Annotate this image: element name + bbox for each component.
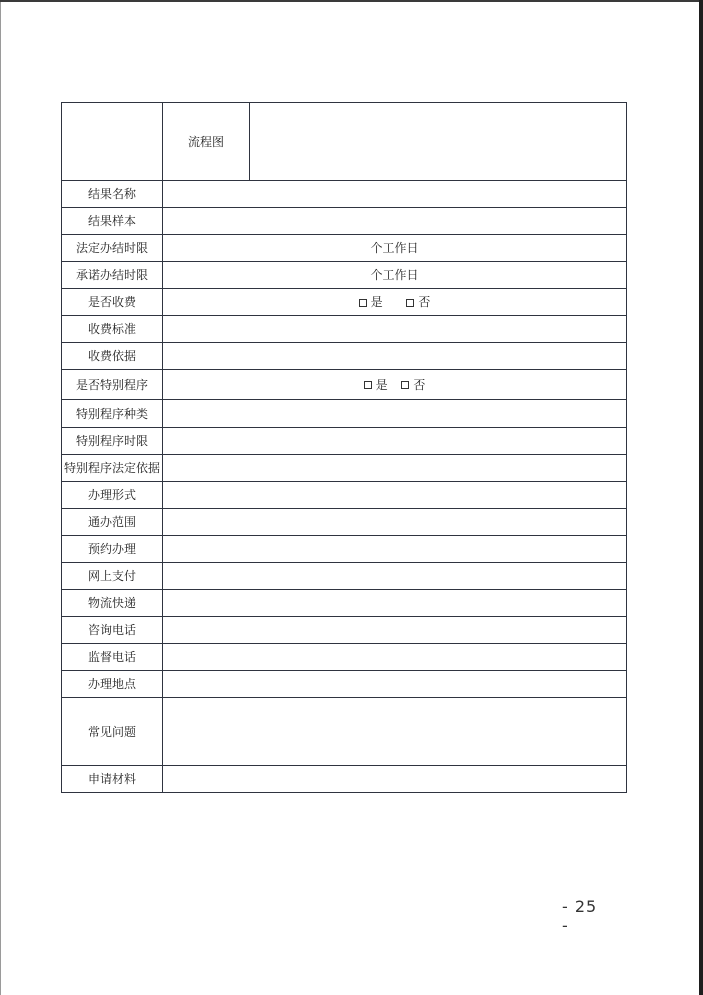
table-row (62, 289, 627, 316)
row-value-consult-phone[interactable] (163, 617, 627, 644)
row-value-result-sample[interactable] (163, 208, 627, 235)
row-label-fee-standard: 收费标准 (62, 316, 163, 343)
row-label-handling-form: 办理形式 (62, 482, 163, 509)
table-row (62, 262, 627, 289)
row-value-supervision-phone[interactable] (163, 644, 627, 671)
row-label-faq: 常见问题 (62, 698, 163, 766)
row-value-appointment[interactable] (163, 536, 627, 563)
row-value-online-payment[interactable] (163, 563, 627, 590)
row-value-fee-basis[interactable] (163, 343, 627, 370)
table-row (62, 343, 627, 370)
row-label-fee-basis: 收费依据 (62, 343, 163, 370)
table-row (62, 400, 627, 428)
row-label-charge: 是否收费 (62, 289, 163, 316)
row-label-result-name: 结果名称 (62, 181, 163, 208)
row-label-special-procedure: 是否特别程序 (62, 370, 163, 400)
table-row (62, 617, 627, 644)
table-row (62, 482, 627, 509)
row-label-universal-scope: 通办范围 (62, 509, 163, 536)
flowchart-value-cell[interactable] (250, 103, 627, 181)
row-value-special-time-limit[interactable] (163, 428, 627, 455)
row-label-special-type: 特别程序种类 (62, 400, 163, 428)
row-value-result-name[interactable] (163, 181, 627, 208)
table-row (62, 698, 627, 766)
table-row (62, 536, 627, 563)
row-value-special-legal-basis[interactable] (163, 455, 627, 482)
page-right-edge (699, 0, 703, 995)
flowchart-label: 流程图 (187, 134, 224, 149)
page-left-edge (0, 0, 1, 995)
row-label-online-payment: 网上支付 (62, 563, 163, 590)
table-row (62, 644, 627, 671)
row-value-logistics[interactable] (163, 590, 627, 617)
row-value-location[interactable] (163, 671, 627, 698)
row-label-logistics: 物流快递 (62, 590, 163, 617)
row-label-supervision-phone: 监督电话 (62, 644, 163, 671)
table-row (62, 563, 627, 590)
table-row (62, 181, 627, 208)
row-label-result-sample: 结果样本 (62, 208, 163, 235)
table-row (62, 428, 627, 455)
table-row (62, 590, 627, 617)
table-row (62, 208, 627, 235)
row-value-fee-standard[interactable] (163, 316, 627, 343)
row-value-special-type[interactable] (163, 400, 627, 428)
row-value-handling-form[interactable] (163, 482, 627, 509)
table-row (62, 671, 627, 698)
row-value-universal-scope[interactable] (163, 509, 627, 536)
row-value-materials[interactable] (163, 766, 627, 793)
table-row (62, 370, 627, 400)
table-row (62, 766, 627, 793)
row-label-promised-time-limit: 承诺办结时限 (62, 262, 163, 289)
row-label-consult-phone: 咨询电话 (62, 617, 163, 644)
flowchart-label-cell (163, 103, 250, 181)
charge-no-checkbox[interactable] (406, 299, 414, 307)
charge-yes-label: 是 (370, 295, 383, 309)
special-no-checkbox[interactable] (401, 381, 409, 389)
table-row (62, 509, 627, 536)
row-value-faq[interactable] (163, 698, 627, 766)
row-value-special-procedure (163, 370, 627, 400)
table-row (62, 455, 627, 482)
row-label-materials: 申请材料 (62, 766, 163, 793)
page-number: - 25 - (562, 897, 598, 935)
service-info-table (61, 102, 627, 793)
row-value-promised-time-limit[interactable]: 个工作日 (163, 262, 627, 289)
row-label-special-legal-basis: 特别程序法定依据 (62, 455, 163, 482)
table-row (62, 235, 627, 262)
flowchart-blank-cell (62, 103, 163, 181)
row-value-legal-time-limit[interactable]: 个工作日 (163, 235, 627, 262)
table-row-flowchart (62, 103, 627, 181)
row-label-special-time-limit: 特别程序时限 (62, 428, 163, 455)
row-value-charge (163, 289, 627, 316)
row-label-appointment: 预约办理 (62, 536, 163, 563)
row-label-legal-time-limit: 法定办结时限 (62, 235, 163, 262)
charge-yes-checkbox[interactable] (359, 299, 367, 307)
charge-no-label: 否 (418, 295, 431, 309)
row-label-location: 办理地点 (62, 671, 163, 698)
special-yes-label: 是 (375, 377, 388, 392)
special-no-label: 否 (413, 377, 426, 392)
special-yes-checkbox[interactable] (364, 381, 372, 389)
table-row (62, 316, 627, 343)
page-top-edge (0, 0, 703, 2)
